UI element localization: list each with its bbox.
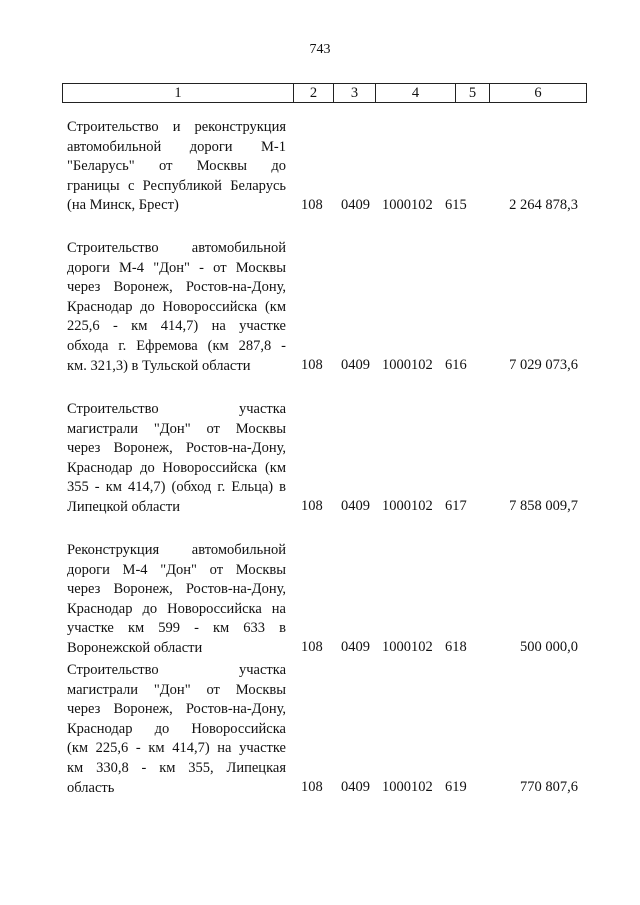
row-section: 0409 — [341, 498, 370, 514]
row-article: 1000102 — [382, 498, 433, 514]
row-type: 616 — [445, 357, 467, 373]
description-line: Краснодар до Новороссийска на — [67, 600, 286, 617]
row-amount: 2 264 878,3 — [509, 197, 578, 213]
row-amount: 7 029 073,6 — [509, 357, 578, 373]
description-line: через Воронеж, Ростов-на-Дону, — [67, 279, 286, 296]
row-article: 1000102 — [382, 779, 433, 795]
description-line: магистрали "Дон" от Москвы — [67, 420, 286, 437]
row-amount: 500 000,0 — [520, 639, 578, 655]
description-line: км 330,8 - км 355, Липецкая — [67, 759, 286, 776]
description-line: границы с Республикой Беларусь — [67, 177, 286, 194]
description-line: Краснодар до Новороссийска (км — [67, 459, 286, 476]
row-type: 618 — [445, 639, 467, 655]
row-code: 108 — [301, 197, 323, 213]
description-line: дороги М-4 "Дон" от Москвы — [67, 561, 286, 578]
description-line: через Воронеж, Ростов-на-Дону, — [67, 701, 286, 718]
row-description — [67, 239, 286, 376]
description-line: 225,6 - км 414,7) на участке — [67, 318, 286, 335]
column-header-6: 6 — [534, 84, 542, 101]
description-line: дороги М-4 "Дон" - от Москвы — [67, 259, 286, 276]
row-type: 615 — [445, 197, 467, 213]
description-line: (км 225,6 - км 414,7) на участке — [67, 740, 286, 757]
row-section: 0409 — [341, 779, 370, 795]
row-article: 1000102 — [382, 639, 433, 655]
description-line: Строительство участка — [67, 401, 286, 417]
description-line: обхода г. Ефремова (км 287,8 - — [67, 337, 286, 354]
row-type: 619 — [445, 779, 467, 795]
column-header-5: 5 — [456, 84, 490, 102]
description-line: Краснодар до Новороссийска — [67, 720, 286, 737]
row-description — [67, 118, 286, 216]
row-section: 0409 — [341, 197, 370, 213]
description-line: км. 321,3) в Тульской области — [67, 357, 251, 374]
description-line: магистрали "Дон" от Москвы — [67, 681, 286, 698]
description-line: участке км 599 - км 633 в — [67, 620, 286, 637]
column-header-4: 4 — [376, 84, 456, 102]
description-line: область — [67, 779, 115, 796]
description-line: (на Минск, Брест) — [67, 197, 179, 214]
row-type: 617 — [445, 498, 467, 514]
description-line: Реконструкция автомобильной — [67, 542, 286, 558]
description-line: Краснодар до Новороссийска (км — [67, 298, 286, 315]
description-line: Липецкой области — [67, 498, 180, 515]
row-article: 1000102 — [382, 197, 433, 213]
page-number: 743 — [309, 42, 331, 57]
column-header-1: 1 — [63, 84, 294, 102]
row-code: 108 — [301, 357, 323, 373]
description-line: Строительство и реконструкция — [67, 119, 286, 135]
description-line: автомобильной дороги М-1 — [67, 138, 286, 155]
description-line: Строительство автомобильной — [67, 240, 286, 256]
description-line: через Воронеж, Ростов-на-Дону, — [67, 440, 286, 457]
column-header-2: 2 — [294, 84, 334, 102]
row-section: 0409 — [341, 639, 370, 655]
row-code: 108 — [301, 779, 323, 795]
description-line: Воронежской области — [67, 639, 203, 656]
row-amount: 770 807,6 — [520, 779, 578, 795]
row-article: 1000102 — [382, 357, 433, 373]
description-line: через Воронеж, Ростов-на-Дону, — [67, 581, 286, 598]
column-header-3: 3 — [334, 84, 376, 102]
row-description — [67, 541, 286, 659]
row-description — [67, 661, 286, 798]
row-amount: 7 858 009,7 — [509, 498, 578, 514]
description-line: "Беларусь" от Москвы до — [67, 158, 286, 175]
description-line: Строительство участка — [67, 662, 286, 678]
column-header-row — [62, 83, 587, 103]
description-line: 355 - км 414,7) (обход г. Ельца) в — [67, 479, 286, 496]
row-section: 0409 — [341, 357, 370, 373]
row-code: 108 — [301, 498, 323, 514]
row-code: 108 — [301, 639, 323, 655]
row-description — [67, 400, 286, 518]
